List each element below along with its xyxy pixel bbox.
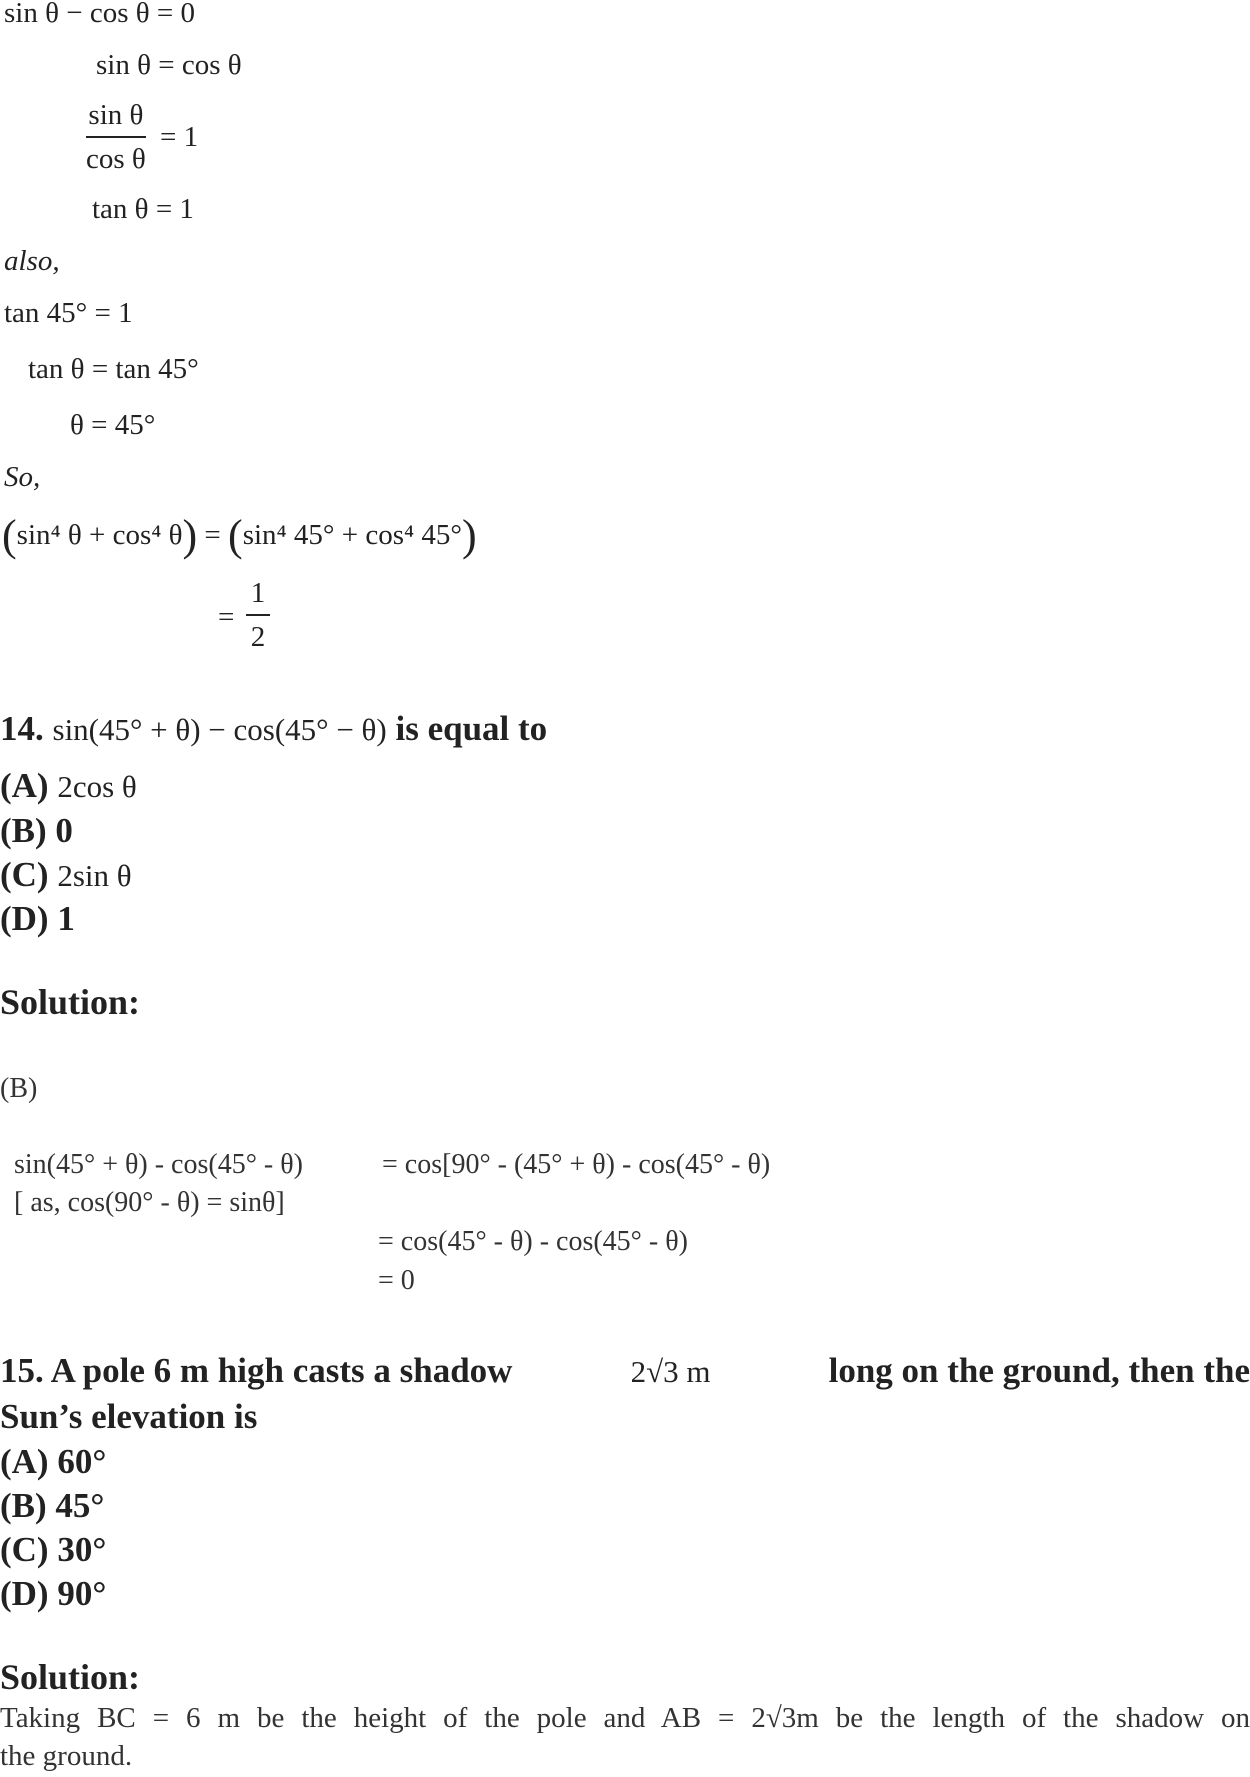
question-14-suffix: is equal to (395, 709, 548, 748)
q15-option-a (0, 1441, 106, 1483)
q15-option-a-text: 60° (57, 1442, 107, 1481)
fraction-numerator: sin θ (88, 99, 144, 131)
solution-15-line-2: the ground. (0, 1740, 133, 1772)
question-15-line-1 (0, 1350, 1250, 1393)
question-15-prefix: 15. A pole 6 m high casts a shadow (0, 1351, 513, 1390)
q15-option-d (0, 1573, 106, 1615)
question-14-number: 14. (0, 709, 44, 748)
solution-14-work-1-rhs: = cos[90° - (45° + θ) - cos(45° - θ) (382, 1149, 771, 1180)
option-d-text: 1 (57, 899, 75, 938)
q15-option-c (0, 1529, 106, 1571)
fraction-denominator: cos θ (86, 143, 146, 175)
option-c-label: (C) (0, 855, 49, 894)
solution-14-answer: (B) (0, 1073, 38, 1104)
solution-14-work-2: [ as, cos(90° - θ) = sinθ] (14, 1187, 285, 1218)
derivation-line-8 (2, 511, 477, 560)
option-d (0, 898, 75, 940)
option-a-label: (A) (0, 766, 49, 805)
q15-option-c-label: (C) (0, 1530, 49, 1569)
derivation-line-2: sin θ = cos θ (96, 49, 242, 81)
left-paren: ( (228, 511, 243, 560)
derivation-line-9-eq: = (218, 601, 235, 633)
question-15-suffix: long on the ground, then the (828, 1351, 1250, 1390)
half-numerator: 1 (250, 577, 266, 609)
half-denominator: 2 (250, 621, 266, 653)
solution-15-line-1: Taking BC = 6 m be the height of the pole and AB = 2√3m be the length of the shadow on (0, 1702, 1250, 1734)
derivation-fraction-rhs: = 1 (160, 121, 199, 153)
solution-heading-14: Solution: (0, 982, 141, 1022)
q15-option-d-text: 90° (57, 1574, 107, 1613)
option-d-label: (D) (0, 899, 49, 938)
solution-14-work-3: = cos(45° - θ) - cos(45° - θ) (378, 1226, 688, 1257)
q15-option-a-label: (A) (0, 1442, 49, 1481)
q15-option-c-text: 30° (57, 1530, 107, 1569)
question-14 (0, 708, 547, 751)
left-paren: ( (2, 511, 17, 560)
option-b (0, 810, 73, 852)
q15-option-b-text: 45° (55, 1486, 105, 1525)
right-paren: ) (461, 511, 477, 560)
question-15-shadow: 2√3 m (630, 1354, 711, 1389)
fraction-bar (86, 136, 146, 138)
option-c (0, 854, 132, 897)
option-a (0, 765, 137, 808)
derivation-fraction (86, 98, 146, 176)
derivation-line-1: sin θ − cos θ = 0 (4, 0, 195, 29)
line-8-rhs: sin⁴ 45° + cos⁴ 45° (242, 519, 462, 551)
solution-14-work-4: = 0 (378, 1265, 415, 1296)
solution-heading-15: Solution: (0, 1657, 141, 1697)
line-8-equals: = (204, 519, 221, 551)
option-c-text: 2sin θ (57, 858, 132, 893)
option-b-text: 0 (55, 811, 73, 850)
derivation-half-fraction (246, 576, 270, 654)
option-b-label: (B) (0, 811, 47, 850)
derivation-line-5: tan 45° = 1 (4, 297, 133, 329)
question-14-expression: sin(45° + θ) − cos(45° − θ) (52, 712, 387, 747)
question-15-line-2: Sun’s elevation is (0, 1397, 258, 1436)
option-a-text: 2cos θ (57, 769, 137, 804)
derivation-line-7: θ = 45° (70, 409, 156, 441)
solution-14-work-1-lhs: sin(45° + θ) - cos(45° - θ) (14, 1149, 303, 1180)
derivation-also: also, (4, 245, 60, 277)
derivation-so: So, (4, 461, 41, 493)
derivation-line-6: tan θ = tan 45° (28, 353, 199, 385)
q15-option-b (0, 1485, 104, 1527)
derivation-line-4: tan θ = 1 (92, 193, 194, 225)
q15-option-b-label: (B) (0, 1486, 47, 1525)
q15-option-d-label: (D) (0, 1574, 49, 1613)
line-8-lhs: sin⁴ θ + cos⁴ θ (16, 519, 183, 551)
right-paren: ) (182, 511, 198, 560)
fraction-bar (246, 614, 270, 616)
